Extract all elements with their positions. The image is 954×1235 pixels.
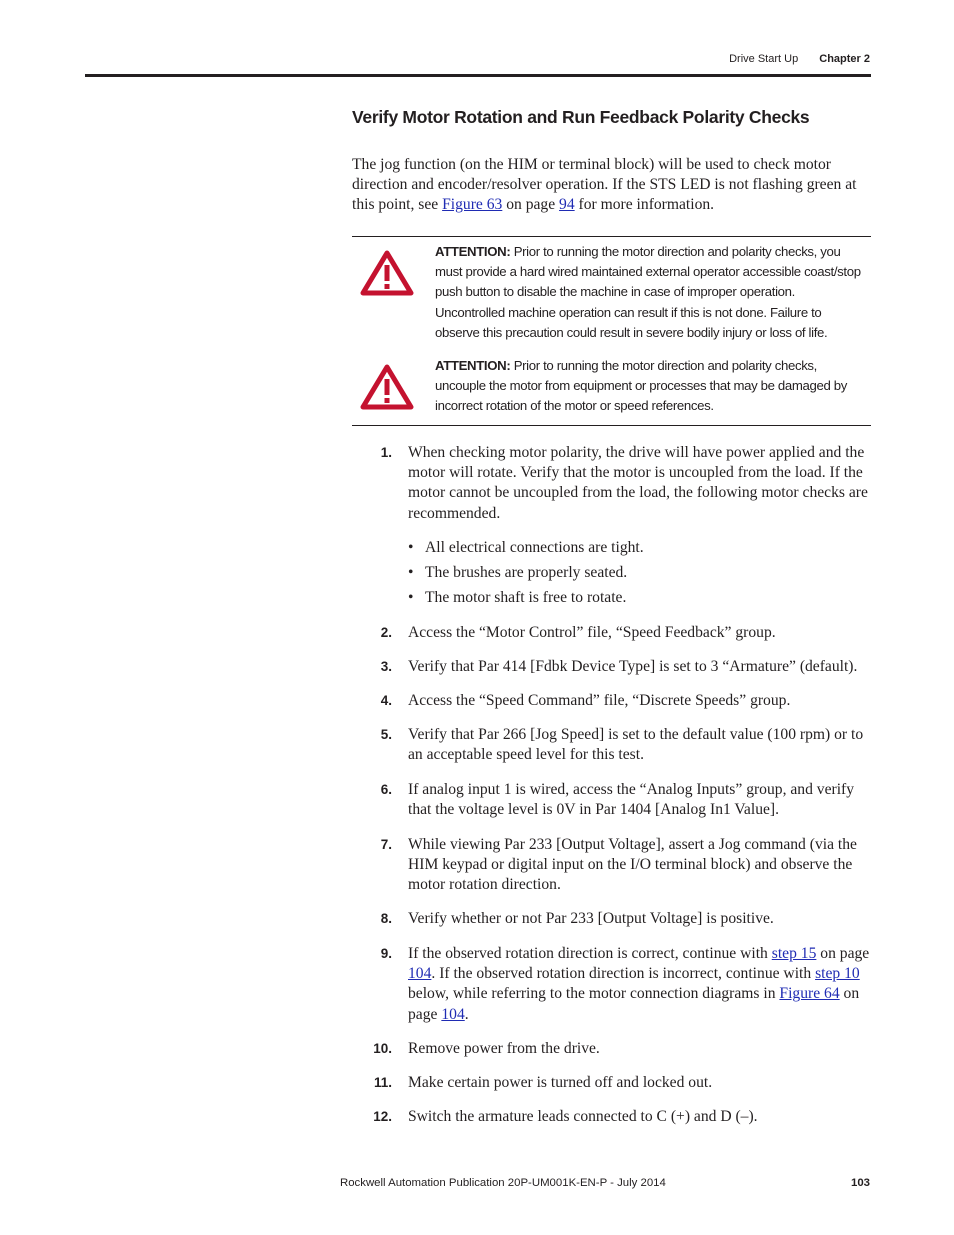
step-number: 5.	[380, 727, 392, 742]
page-104-link[interactable]: 104	[441, 1005, 465, 1023]
intro-text-3: for more information.	[574, 196, 715, 214]
step-text: If the observed rotation direction is correct, continue with step 15 on page 104. If the observed rotation direction is incorrect, continue with step 10 below, while referring to the motor connection diagrams in Figure 64 on page 104.	[408, 945, 870, 1023]
bullet-text: The motor shaft is free to rotate.	[425, 589, 627, 606]
attention-2	[435, 356, 865, 417]
page-94-link[interactable]: 94	[559, 196, 575, 214]
figure-64-link[interactable]: Figure 64	[779, 985, 840, 1003]
footer-publication: Rockwell Automation Publication 20P-UM001K-EN-P - July 2014	[340, 1177, 666, 1189]
running-header	[729, 53, 870, 65]
step-number: 11.	[373, 1075, 392, 1090]
step-text: If analog input 1 is wired, access the “Analog Inputs” group, and verify that the voltage level is 0V in Par 1404 [Analog In1 Value].	[408, 781, 855, 819]
step-text: While viewing Par 233 [Output Voltage], assert a Jog command (via the HIM keypad or digital input on the I/O terminal block) and observe the motor rotation direction.	[408, 836, 857, 894]
step-text: Verify that Par 266 [Jog Speed] is set to the default value (100 rpm) or to an acceptable speed level for this test.	[408, 726, 864, 764]
intro-text-2: on page	[502, 196, 560, 214]
step-number: 12.	[373, 1109, 392, 1124]
step-text: Verify that Par 414 [Fdbk Device Type] is set to 3 “Armature” (default).	[408, 658, 858, 675]
attention-text: Prior to running the motor direction and polarity checks, uncouple the motor from equipment or processes that may be damaged by incorrect rotation of the motor or speed references.	[435, 358, 848, 414]
intro-paragraph	[352, 155, 872, 216]
step-number: 7.	[380, 837, 392, 852]
page-number: 103	[850, 1177, 870, 1189]
intro-text-1: The jog function (on the HIM or terminal block) will be used to check motor direction and encoder/resolver operation. If the STS LED is not flashing green at this point, see	[352, 156, 857, 214]
step-number: 6.	[380, 782, 392, 797]
step-text: Verify whether or not Par 233 [Output Voltage] is positive.	[408, 910, 774, 927]
step-number: 9.	[380, 946, 392, 961]
step-text: Switch the armature leads connected to C (+) and D (–).	[408, 1108, 758, 1125]
warning-triangle-icon	[360, 363, 414, 411]
step-15-link[interactable]: step 15	[771, 945, 817, 962]
header-chapter: Chapter 2	[819, 53, 870, 65]
step-text: Access the “Motor Control” file, “Speed Feedback” group.	[408, 624, 776, 641]
attention-1	[435, 242, 865, 343]
attention-box	[352, 236, 871, 426]
step-number: 4.	[380, 693, 392, 708]
attention-label: ATTENTION:	[435, 358, 511, 373]
step-text: When checking motor polarity, the drive will have power applied and the motor will rotate. Verify that the motor is uncoupled from the load. If the motor cannot be uncoupled from the load, the following motor checks are recommended.	[408, 444, 868, 522]
step-text: Access the “Speed Command” file, “Discrete Speeds” group.	[408, 692, 791, 709]
step-number: 10.	[373, 1041, 392, 1056]
figure-63-link[interactable]: Figure 63	[442, 196, 503, 214]
step-text: Remove power from the drive.	[408, 1040, 600, 1057]
header-section: Drive Start Up	[729, 53, 799, 65]
step-number: 2.	[380, 625, 392, 640]
attention-label: ATTENTION:	[435, 244, 511, 259]
step-number: 3.	[380, 659, 392, 674]
attention-text: Prior to running the motor direction and polarity checks, you must provide a hard wired maintained external operator accessible coast/stop push button to disable the machine in case of improper operation. Uncontrolled machine operation can result if this is not done. Failure to observe this precaution could result in severe bodily injury or loss of life.	[435, 244, 861, 340]
warning-triangle-icon	[360, 249, 414, 297]
section-title: Verify Motor Rotation and Run Feedback Polarity Checks	[352, 107, 810, 127]
bullet-text: The brushes are properly seated.	[425, 564, 628, 581]
step-text: Make certain power is turned off and locked out.	[408, 1074, 713, 1091]
step-number: 1.	[380, 445, 392, 460]
bullet-text: All electrical connections are tight.	[425, 539, 644, 556]
step-10-link[interactable]: step 10	[815, 965, 860, 983]
page-104-link[interactable]: 104	[408, 965, 432, 983]
step-number: 8.	[380, 911, 392, 926]
header-rule	[85, 74, 871, 77]
